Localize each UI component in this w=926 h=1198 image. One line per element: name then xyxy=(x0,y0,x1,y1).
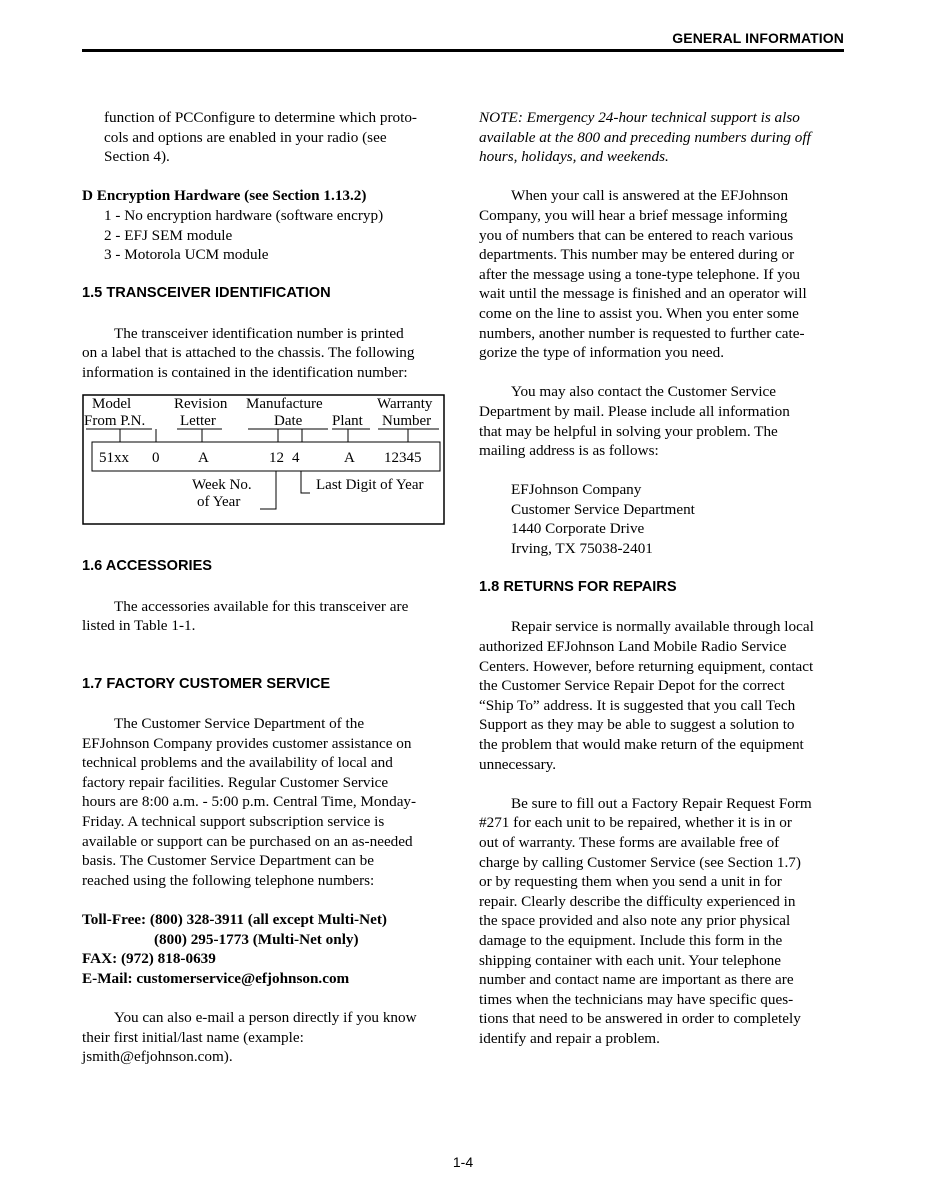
label-last-digit: Last Digit of Year xyxy=(316,477,424,494)
mailing-address xyxy=(479,480,844,558)
fax-label: FAX: xyxy=(82,950,118,968)
label-revision: Revision xyxy=(174,396,228,413)
text-line: hours are 8:00 a.m. - 5:00 p.m. Central Time, Monday- xyxy=(82,793,417,811)
text-line: shipping container with each unit. Your telephone xyxy=(479,951,782,969)
text-line: unnecessary. xyxy=(479,755,557,773)
email-line xyxy=(82,969,444,989)
tollfree-label: Toll-Free: xyxy=(82,911,147,928)
fax-number: (972) 818-0639 xyxy=(120,950,216,968)
section-heading-1-5: 1.5 TRANSCEIVER IDENTIFICATION xyxy=(82,285,331,302)
text-line: The accessories available for this transceiver are xyxy=(114,597,409,615)
text-line: gorize the type of information you need. xyxy=(479,344,725,362)
text-line: mailing address is as follows: xyxy=(479,442,659,460)
email-paragraph xyxy=(82,1008,444,1067)
list-item: 1 - No encryption hardware (software encryp) xyxy=(104,206,384,224)
text-line: Department by mail. Please include all information xyxy=(479,402,790,420)
text-line: times when the technicians may have specific ques- xyxy=(479,990,794,1008)
text-line: You can also e-mail a person directly if you know xyxy=(114,1008,417,1026)
s16-paragraph xyxy=(82,597,444,636)
text-line: Centers. However, before returning equipment, contact xyxy=(479,657,814,675)
s17-paragraph xyxy=(82,714,444,890)
text-line: Repair service is normally available through local xyxy=(511,618,814,636)
right-column xyxy=(479,108,844,1049)
text-line: charge by calling Customer Service (see Section 1.7) xyxy=(479,853,801,871)
text-line: “Ship To” address. It is suggested that you call Tech xyxy=(479,696,796,714)
text-line: or by requesting them when you send a unit in for xyxy=(479,873,782,891)
fax-line xyxy=(82,949,444,969)
encryption-list xyxy=(82,206,444,265)
id-number-diagram xyxy=(82,394,444,527)
s15-paragraph xyxy=(82,324,444,383)
text-line: you of numbers that can be entered to reach various xyxy=(479,226,794,244)
text-line: You may also contact the Customer Service xyxy=(511,383,777,401)
text-line: information is contained in the identification number: xyxy=(82,363,408,381)
text-line: identify and repair a problem. xyxy=(479,1029,660,1047)
call-paragraph xyxy=(479,186,844,362)
text-line: tions that need to be answered in order to completely xyxy=(479,1010,801,1028)
text-line: their first initial/last name (example: xyxy=(82,1028,304,1046)
text-line: the Customer Service Repair Depot for the correct xyxy=(479,677,785,695)
text-line: that may be helpful in solving your problem. The xyxy=(479,422,778,440)
note-paragraph xyxy=(479,108,844,167)
email-label: E-Mail: xyxy=(82,969,133,987)
text-line: When your call is answered at the EFJohnson xyxy=(511,187,789,205)
label-from-pn: From P.N. xyxy=(84,413,146,430)
value-plant: A xyxy=(344,450,355,467)
text-line: Company, you will hear a brief message informing xyxy=(479,206,788,224)
text-line: Support as they may be able to suggest a solution to xyxy=(479,716,795,734)
value-week: 12 xyxy=(269,450,284,467)
value-letter: A xyxy=(198,450,209,467)
tollfree-number-2[interactable]: (800) 295-1773 (Multi-Net only) xyxy=(154,930,359,948)
text-line: on a label that is attached to the chassis. The following xyxy=(82,344,415,362)
text-line: the space provided and also note any prior physical xyxy=(479,912,791,930)
list-item: 2 - EFJ SEM module xyxy=(104,226,233,244)
text-line: numbers, another number is requested to further cate- xyxy=(479,324,805,342)
page-number: 1-4 xyxy=(452,1154,474,1170)
text-line: listed in Table 1-1. xyxy=(82,617,196,635)
form-paragraph xyxy=(479,794,844,1049)
text-line: damage to the equipment. Include this form in the xyxy=(479,931,783,949)
tollfree-number-1[interactable]: (800) 328-3911 (all except Multi-Net) xyxy=(149,911,387,928)
running-header: GENERAL INFORMATION xyxy=(672,30,844,46)
text-line: after the message using a tone-type telephone. If you xyxy=(479,265,800,283)
text-line: NOTE: Emergency 24-hour technical support is also xyxy=(479,109,800,126)
text-line: available at the 800 and preceding numbers during off xyxy=(479,128,811,146)
value-number: 12345 xyxy=(384,450,422,467)
text-line: Friday. A technical support subscription service is xyxy=(82,813,385,831)
section-heading-1-8: 1.8 RETURNS FOR REPAIRS xyxy=(479,579,677,596)
text-line: departments. This number may be entered during or xyxy=(479,246,795,264)
text-line: available or support can be purchased on an as-needed xyxy=(82,832,413,850)
text-line: wait until the message is finished and an operator will xyxy=(479,285,807,303)
label-warranty: Warranty xyxy=(377,396,433,413)
text-line: number and contact name are important as there are xyxy=(479,971,794,989)
address-line: Customer Service Department xyxy=(511,500,695,518)
section-heading-1-7: 1.7 FACTORY CUSTOMER SERVICE xyxy=(82,675,331,692)
list-item: 3 - Motorola UCM module xyxy=(104,246,269,264)
text-line: repair. Clearly describe the difficulty experienced in xyxy=(479,892,796,910)
text-line: the problem that would make return of the equipment xyxy=(479,736,804,753)
label-letter: Letter xyxy=(180,413,216,430)
text-line: basis. The Customer Service Department can be xyxy=(82,852,374,870)
value-revision: 0 xyxy=(152,450,160,467)
text-line: technical problems and the availability of local and xyxy=(82,754,393,772)
text-line: The transceiver identification number is printed xyxy=(114,324,404,342)
mail-paragraph xyxy=(479,382,844,460)
text-line: reached using the following telephone numbers: xyxy=(82,871,375,889)
text-line: authorized EFJohnson Land Mobile Radio Service xyxy=(479,638,787,656)
label-number: Number xyxy=(382,413,432,430)
text-line: jsmith@efjohnson.com). xyxy=(82,1048,233,1066)
value-year: 4 xyxy=(292,450,300,467)
left-column xyxy=(82,108,444,1067)
encryption-title: D Encryption Hardware (see Section 1.13.2) xyxy=(82,187,367,205)
text-line: EFJohnson Company provides customer assistance on xyxy=(82,734,412,752)
label-of-year: of Year xyxy=(197,494,241,511)
text-line: factory repair facilities. Regular Customer Service xyxy=(82,773,389,791)
label-manufacture: Manufacture xyxy=(246,396,323,413)
text-line: Section 4). xyxy=(104,148,170,166)
email-link[interactable]: customerservice@efjohnson.com xyxy=(136,969,350,987)
text-line: come on the line to assist you. When you enter some xyxy=(479,304,799,322)
label-plant: Plant xyxy=(332,413,363,430)
label-date: Date xyxy=(274,413,303,430)
header-rule xyxy=(82,49,844,52)
intro-paragraph xyxy=(82,108,444,167)
text-line: The Customer Service Department of the xyxy=(114,715,365,733)
label-model: Model xyxy=(92,396,132,413)
text-line: function of PCConfigure to determine which proto- xyxy=(104,109,417,126)
address-line: Irving, TX 75038-2401 xyxy=(511,540,653,558)
address-line: 1440 Corporate Drive xyxy=(511,520,645,538)
address-line: EFJohnson Company xyxy=(511,481,642,499)
text-line: cols and options are enabled in your radio (see xyxy=(104,128,387,146)
tollfree-line xyxy=(82,910,444,930)
value-model: 51xx xyxy=(99,450,129,467)
text-line: #271 for each unit to be repaired, whether it is in or xyxy=(479,814,792,832)
label-week-no: Week No. xyxy=(192,477,252,494)
contact-block xyxy=(82,910,444,988)
section-heading-1-6: 1.6 ACCESSORIES xyxy=(82,558,213,575)
text-line: hours, holidays, and weekends. xyxy=(479,148,669,166)
text-line: Be sure to fill out a Factory Repair Request Form xyxy=(511,794,812,812)
repair-paragraph xyxy=(479,617,844,774)
text-line: out of warranty. These forms are available free of xyxy=(479,833,780,851)
